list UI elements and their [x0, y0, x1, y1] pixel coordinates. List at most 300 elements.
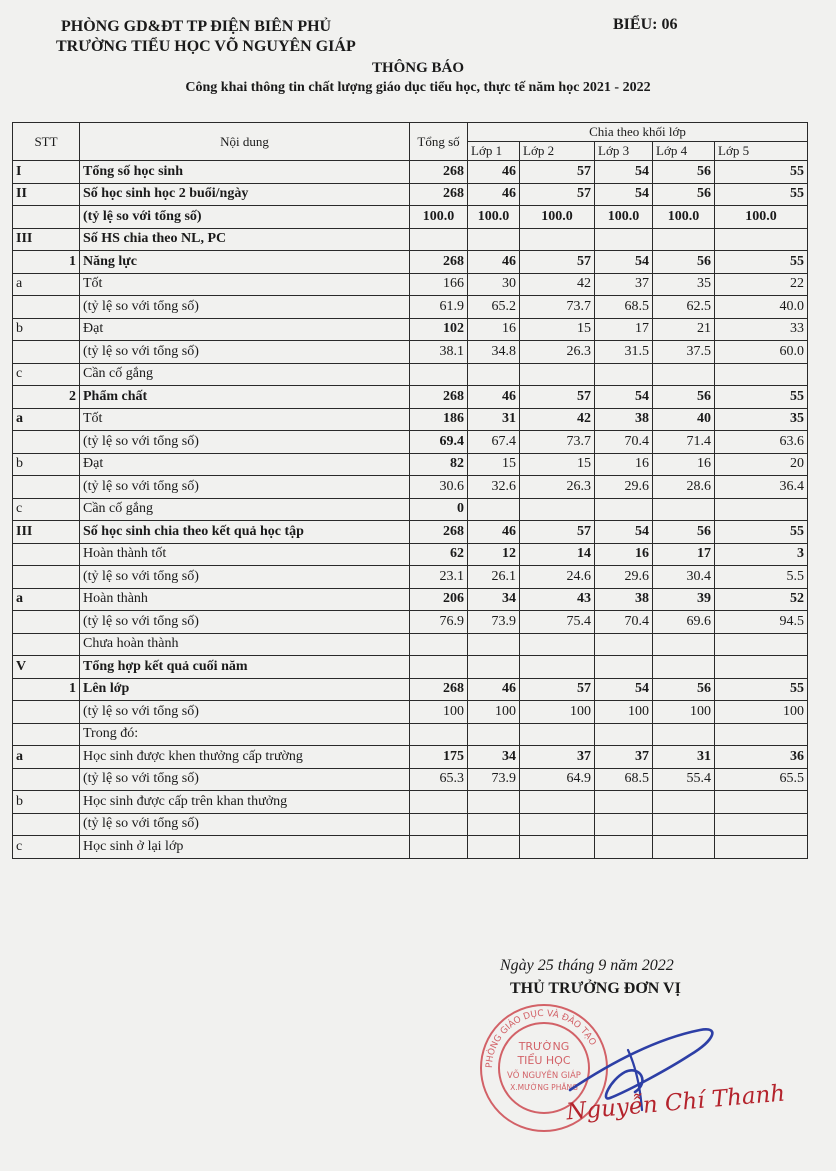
table-row — [13, 746, 808, 769]
cell-grade-2: 57 — [520, 678, 595, 701]
row-stt — [13, 341, 80, 364]
cell-grade-2: 15 — [520, 318, 595, 341]
cell-grade-4 — [653, 633, 715, 656]
header-stt: STT — [13, 123, 80, 161]
cell-grade-1 — [468, 813, 520, 836]
cell-grade-2: 26.3 — [520, 341, 595, 364]
cell-grade-3: 54 — [595, 161, 653, 184]
cell-grade-1 — [468, 836, 520, 859]
cell-total: 102 — [410, 318, 468, 341]
cell-grade-3: 100.0 — [595, 206, 653, 229]
cell-total — [410, 791, 468, 814]
row-label: Tổng hợp kết quả cuối năm — [80, 656, 410, 679]
cell-grade-5: 35 — [715, 408, 808, 431]
cell-grade-1 — [468, 228, 520, 251]
row-label: (tỷ lệ so với tổng số) — [80, 813, 410, 836]
row-label: (tỷ lệ so với tổng số) — [80, 296, 410, 319]
cell-grade-5 — [715, 723, 808, 746]
header-grade-2: Lớp 2 — [520, 142, 595, 161]
cell-grade-3: 29.6 — [595, 476, 653, 499]
table-row — [13, 273, 808, 296]
header-grade-1: Lớp 1 — [468, 142, 520, 161]
cell-grade-2 — [520, 656, 595, 679]
row-label: Số HS chia theo NL, PC — [80, 228, 410, 251]
table-row — [13, 791, 808, 814]
cell-grade-3: 54 — [595, 183, 653, 206]
cell-grade-2: 75.4 — [520, 611, 595, 634]
table-row — [13, 363, 808, 386]
cell-grade-5: 100 — [715, 701, 808, 724]
cell-total: 82 — [410, 453, 468, 476]
cell-grade-5 — [715, 813, 808, 836]
cell-total: 69.4 — [410, 431, 468, 454]
cell-total: 65.3 — [410, 768, 468, 791]
cell-grade-1: 65.2 — [468, 296, 520, 319]
header-grade-group: Chia theo khối lớp — [468, 123, 808, 142]
table-row — [13, 341, 808, 364]
table-row — [13, 476, 808, 499]
cell-total: 100.0 — [410, 206, 468, 229]
header-grade-3: Lớp 3 — [595, 142, 653, 161]
table-row — [13, 453, 808, 476]
department-name: PHÒNG GD&ĐT TP ĐIỆN BIÊN PHỦ — [61, 18, 332, 35]
cell-grade-3: 16 — [595, 543, 653, 566]
cell-grade-5: 65.5 — [715, 768, 808, 791]
table-row — [13, 678, 808, 701]
cell-grade-4: 56 — [653, 521, 715, 544]
cell-grade-3 — [595, 633, 653, 656]
table-row — [13, 206, 808, 229]
cell-grade-3 — [595, 363, 653, 386]
row-stt — [13, 566, 80, 589]
cell-grade-3: 38 — [595, 408, 653, 431]
cell-grade-1: 31 — [468, 408, 520, 431]
cell-grade-3: 29.6 — [595, 566, 653, 589]
cell-grade-5: 20 — [715, 453, 808, 476]
cell-grade-1 — [468, 791, 520, 814]
row-label: Phẩm chất — [80, 386, 410, 409]
table-row — [13, 611, 808, 634]
cell-total: 268 — [410, 521, 468, 544]
cell-grade-4: 71.4 — [653, 431, 715, 454]
cell-grade-1 — [468, 498, 520, 521]
table-row — [13, 836, 808, 859]
cell-grade-4: 37.5 — [653, 341, 715, 364]
signer-name: Nguyễn Chí Thanh — [565, 1080, 787, 1126]
cell-grade-5 — [715, 228, 808, 251]
cell-grade-1: 46 — [468, 521, 520, 544]
stamp-line-3: VÕ NGUYÊN GIÁP — [507, 1071, 581, 1081]
table-row — [13, 498, 808, 521]
cell-total: 268 — [410, 251, 468, 274]
cell-grade-1: 34.8 — [468, 341, 520, 364]
cell-grade-5 — [715, 656, 808, 679]
cell-total: 268 — [410, 678, 468, 701]
table-row — [13, 161, 808, 184]
document-subtitle: Công khai thông tin chất lượng giáo dục tiểu học, thực tế năm học 2021 - 2022 — [185, 80, 651, 95]
cell-grade-1 — [468, 723, 520, 746]
cell-grade-2: 100.0 — [520, 206, 595, 229]
cell-grade-4: 28.6 — [653, 476, 715, 499]
cell-grade-3: 37 — [595, 273, 653, 296]
cell-total: 0 — [410, 498, 468, 521]
table-row — [13, 566, 808, 589]
row-label: (tỷ lệ so với tổng số) — [80, 476, 410, 499]
cell-grade-4: 56 — [653, 183, 715, 206]
row-label: (tỷ lệ so với tổng số) — [80, 341, 410, 364]
row-label: Số học sinh học 2 buổi/ngày — [80, 183, 410, 206]
cell-grade-5: 55 — [715, 183, 808, 206]
stamp-line-4: X.MƯỜNG PHĂNG — [510, 1083, 578, 1092]
cell-total: 268 — [410, 386, 468, 409]
row-stt: II — [13, 183, 80, 206]
cell-grade-5: 55 — [715, 521, 808, 544]
cell-grade-4 — [653, 228, 715, 251]
table-row — [13, 723, 808, 746]
row-stt — [13, 633, 80, 656]
table-row — [13, 521, 808, 544]
cell-total: 268 — [410, 183, 468, 206]
cell-total: 62 — [410, 543, 468, 566]
row-label: Tốt — [80, 408, 410, 431]
cell-grade-4: 31 — [653, 746, 715, 769]
cell-grade-4: 35 — [653, 273, 715, 296]
row-stt — [13, 723, 80, 746]
cell-grade-2: 15 — [520, 453, 595, 476]
cell-grade-3 — [595, 498, 653, 521]
cell-grade-3 — [595, 656, 653, 679]
cell-total: 61.9 — [410, 296, 468, 319]
cell-grade-3: 68.5 — [595, 296, 653, 319]
statistics-table — [12, 122, 808, 859]
cell-grade-2: 64.9 — [520, 768, 595, 791]
cell-grade-4 — [653, 836, 715, 859]
row-stt: III — [13, 521, 80, 544]
table-row — [13, 183, 808, 206]
cell-total: 166 — [410, 273, 468, 296]
row-stt — [13, 813, 80, 836]
header-grade-5: Lớp 5 — [715, 142, 808, 161]
cell-grade-2 — [520, 633, 595, 656]
cell-grade-4: 56 — [653, 251, 715, 274]
row-label: Tốt — [80, 273, 410, 296]
row-label: (tỷ lệ so với tổng số) — [80, 701, 410, 724]
cell-grade-5: 52 — [715, 588, 808, 611]
document-title: THÔNG BÁO — [371, 60, 465, 76]
cell-grade-5 — [715, 363, 808, 386]
cell-grade-5: 55 — [715, 386, 808, 409]
row-stt — [13, 206, 80, 229]
cell-grade-5: 63.6 — [715, 431, 808, 454]
cell-total — [410, 836, 468, 859]
cell-grade-3 — [595, 228, 653, 251]
cell-grade-3 — [595, 791, 653, 814]
cell-grade-4 — [653, 723, 715, 746]
stamp-outer-text: PHÒNG GIÁO DỤC VÀ ĐÀO TẠO — [484, 1008, 598, 1069]
row-stt — [13, 543, 80, 566]
row-stt — [13, 476, 80, 499]
row-label: Cần cố gắng — [80, 498, 410, 521]
table-row — [13, 431, 808, 454]
row-stt: a — [13, 273, 80, 296]
cell-grade-1: 12 — [468, 543, 520, 566]
row-stt: I — [13, 161, 80, 184]
cell-grade-1: 73.9 — [468, 768, 520, 791]
cell-total — [410, 813, 468, 836]
cell-grade-5: 36.4 — [715, 476, 808, 499]
cell-grade-4: 16 — [653, 453, 715, 476]
cell-total — [410, 723, 468, 746]
cell-grade-3: 17 — [595, 318, 653, 341]
table-row — [13, 633, 808, 656]
row-stt: c — [13, 363, 80, 386]
cell-grade-2: 24.6 — [520, 566, 595, 589]
cell-grade-2 — [520, 228, 595, 251]
cell-grade-3: 54 — [595, 251, 653, 274]
cell-grade-3 — [595, 813, 653, 836]
cell-grade-5: 22 — [715, 273, 808, 296]
cell-total — [410, 656, 468, 679]
cell-grade-5 — [715, 836, 808, 859]
cell-grade-2: 73.7 — [520, 296, 595, 319]
row-label: Học sinh ở lại lớp — [80, 836, 410, 859]
table-row — [13, 251, 808, 274]
cell-grade-2 — [520, 813, 595, 836]
cell-grade-2: 57 — [520, 521, 595, 544]
cell-grade-5: 60.0 — [715, 341, 808, 364]
cell-grade-1 — [468, 656, 520, 679]
table-row — [13, 228, 808, 251]
cell-grade-2: 73.7 — [520, 431, 595, 454]
cell-grade-1: 34 — [468, 746, 520, 769]
cell-grade-2: 42 — [520, 273, 595, 296]
row-stt: 1 — [13, 678, 80, 701]
cell-grade-4: 21 — [653, 318, 715, 341]
cell-total: 23.1 — [410, 566, 468, 589]
stamp-line-2: TIỂU HỌC — [517, 1054, 571, 1067]
cell-grade-1: 100 — [468, 701, 520, 724]
table-row — [13, 386, 808, 409]
cell-grade-4 — [653, 791, 715, 814]
row-stt: b — [13, 453, 80, 476]
cell-grade-1: 100.0 — [468, 206, 520, 229]
row-stt: c — [13, 498, 80, 521]
cell-grade-4: 30.4 — [653, 566, 715, 589]
cell-grade-4: 56 — [653, 161, 715, 184]
cell-grade-2 — [520, 723, 595, 746]
cell-grade-5: 36 — [715, 746, 808, 769]
row-label: Chưa hoàn thành — [80, 633, 410, 656]
row-label: Học sinh được khen thưởng cấp trường — [80, 746, 410, 769]
cell-grade-4: 56 — [653, 678, 715, 701]
form-number: BIỂU: 06 — [613, 16, 678, 33]
cell-grade-1: 16 — [468, 318, 520, 341]
row-stt: 2 — [13, 386, 80, 409]
stamp-line-1: TRƯỜNG — [518, 1040, 570, 1053]
cell-grade-2: 14 — [520, 543, 595, 566]
cell-grade-4: 40 — [653, 408, 715, 431]
row-stt — [13, 701, 80, 724]
cell-grade-3: 54 — [595, 678, 653, 701]
row-stt: a — [13, 588, 80, 611]
cell-grade-4: 69.6 — [653, 611, 715, 634]
cell-grade-1: 73.9 — [468, 611, 520, 634]
cell-grade-2 — [520, 836, 595, 859]
row-stt: 1 — [13, 251, 80, 274]
cell-total: 76.9 — [410, 611, 468, 634]
cell-grade-2: 42 — [520, 408, 595, 431]
cell-grade-3: 70.4 — [595, 431, 653, 454]
cell-grade-4: 100 — [653, 701, 715, 724]
signature-date: Ngày 25 tháng 9 năm 2022 — [500, 957, 674, 974]
cell-grade-1: 34 — [468, 588, 520, 611]
cell-grade-1: 67.4 — [468, 431, 520, 454]
cell-grade-3: 38 — [595, 588, 653, 611]
cell-grade-5: 55 — [715, 678, 808, 701]
table-row — [13, 408, 808, 431]
row-label: Số học sinh chia theo kết quả học tập — [80, 521, 410, 544]
row-stt: b — [13, 318, 80, 341]
row-label: (tỷ lệ so với tổng số) — [80, 431, 410, 454]
cell-grade-4: 55.4 — [653, 768, 715, 791]
cell-grade-3: 37 — [595, 746, 653, 769]
cell-grade-1 — [468, 363, 520, 386]
cell-grade-1: 46 — [468, 678, 520, 701]
cell-total: 268 — [410, 161, 468, 184]
row-label: Hoàn thành tốt — [80, 543, 410, 566]
cell-grade-2: 43 — [520, 588, 595, 611]
cell-grade-5: 5.5 — [715, 566, 808, 589]
cell-grade-1: 26.1 — [468, 566, 520, 589]
cell-total — [410, 228, 468, 251]
cell-grade-1 — [468, 633, 520, 656]
table-row — [13, 701, 808, 724]
cell-grade-3: 100 — [595, 701, 653, 724]
cell-grade-2: 26.3 — [520, 476, 595, 499]
table-row — [13, 656, 808, 679]
row-label: (tỷ lệ so với tổng số) — [80, 768, 410, 791]
cell-grade-2: 37 — [520, 746, 595, 769]
cell-grade-1: 46 — [468, 161, 520, 184]
cell-grade-2: 100 — [520, 701, 595, 724]
school-name: TRƯỜNG TIỂU HỌC VÕ NGUYÊN GIÁP — [56, 38, 356, 55]
cell-grade-5 — [715, 498, 808, 521]
cell-grade-3 — [595, 723, 653, 746]
row-label: (tỷ lệ so với tổng số) — [80, 206, 410, 229]
cell-grade-1: 46 — [468, 386, 520, 409]
row-label: Đạt — [80, 318, 410, 341]
row-stt — [13, 296, 80, 319]
header-content: Nội dung — [80, 123, 410, 161]
cell-grade-4 — [653, 363, 715, 386]
row-label: (tỷ lệ so với tổng số) — [80, 611, 410, 634]
row-label: Cần cố gắng — [80, 363, 410, 386]
cell-grade-4: 56 — [653, 386, 715, 409]
row-label: Hoàn thành — [80, 588, 410, 611]
header-grade-4: Lớp 4 — [653, 142, 715, 161]
row-stt: III — [13, 228, 80, 251]
cell-grade-2 — [520, 363, 595, 386]
row-stt: V — [13, 656, 80, 679]
cell-grade-3: 31.5 — [595, 341, 653, 364]
cell-grade-2: 57 — [520, 386, 595, 409]
header-total: Tổng số — [410, 123, 468, 161]
cell-grade-5: 94.5 — [715, 611, 808, 634]
row-label: Năng lực — [80, 251, 410, 274]
row-stt: b — [13, 791, 80, 814]
row-stt: a — [13, 408, 80, 431]
row-label: Trong đó: — [80, 723, 410, 746]
row-stt — [13, 431, 80, 454]
cell-total: 30.6 — [410, 476, 468, 499]
cell-grade-3: 70.4 — [595, 611, 653, 634]
cell-total: 100 — [410, 701, 468, 724]
cell-total: 38.1 — [410, 341, 468, 364]
row-label: Tổng số học sinh — [80, 161, 410, 184]
cell-grade-1: 15 — [468, 453, 520, 476]
cell-grade-1: 46 — [468, 183, 520, 206]
cell-grade-2: 57 — [520, 183, 595, 206]
cell-grade-4: 17 — [653, 543, 715, 566]
cell-grade-4 — [653, 656, 715, 679]
table-row — [13, 543, 808, 566]
cell-grade-4 — [653, 498, 715, 521]
cell-grade-3: 54 — [595, 521, 653, 544]
cell-grade-4: 39 — [653, 588, 715, 611]
cell-grade-1: 46 — [468, 251, 520, 274]
cell-grade-5: 33 — [715, 318, 808, 341]
cell-grade-5 — [715, 791, 808, 814]
row-stt — [13, 768, 80, 791]
cell-grade-1: 30 — [468, 273, 520, 296]
cell-grade-5: 40.0 — [715, 296, 808, 319]
cell-grade-4: 100.0 — [653, 206, 715, 229]
cell-total: 186 — [410, 408, 468, 431]
cell-grade-4 — [653, 813, 715, 836]
row-label: Học sinh được cấp trên khan thưởng — [80, 791, 410, 814]
cell-grade-5: 55 — [715, 251, 808, 274]
table-row — [13, 768, 808, 791]
row-label: Đạt — [80, 453, 410, 476]
signature-title: THỦ TRƯỞNG ĐƠN VỊ — [510, 980, 681, 997]
row-stt — [13, 611, 80, 634]
cell-total — [410, 363, 468, 386]
table-row — [13, 813, 808, 836]
cell-grade-4: 62.5 — [653, 296, 715, 319]
cell-grade-3: 16 — [595, 453, 653, 476]
cell-total — [410, 633, 468, 656]
cell-total: 175 — [410, 746, 468, 769]
cell-grade-5 — [715, 633, 808, 656]
row-label: (tỷ lệ so với tổng số) — [80, 566, 410, 589]
table-row — [13, 588, 808, 611]
cell-grade-5: 55 — [715, 161, 808, 184]
cell-grade-5: 100.0 — [715, 206, 808, 229]
row-stt: c — [13, 836, 80, 859]
cell-grade-3: 54 — [595, 386, 653, 409]
cell-grade-2 — [520, 791, 595, 814]
cell-total: 206 — [410, 588, 468, 611]
cell-grade-2: 57 — [520, 161, 595, 184]
cell-grade-3: 68.5 — [595, 768, 653, 791]
cell-grade-2: 57 — [520, 251, 595, 274]
table-row — [13, 318, 808, 341]
row-label: Lên lớp — [80, 678, 410, 701]
row-stt: a — [13, 746, 80, 769]
cell-grade-3 — [595, 836, 653, 859]
table-row — [13, 296, 808, 319]
cell-grade-5: 3 — [715, 543, 808, 566]
